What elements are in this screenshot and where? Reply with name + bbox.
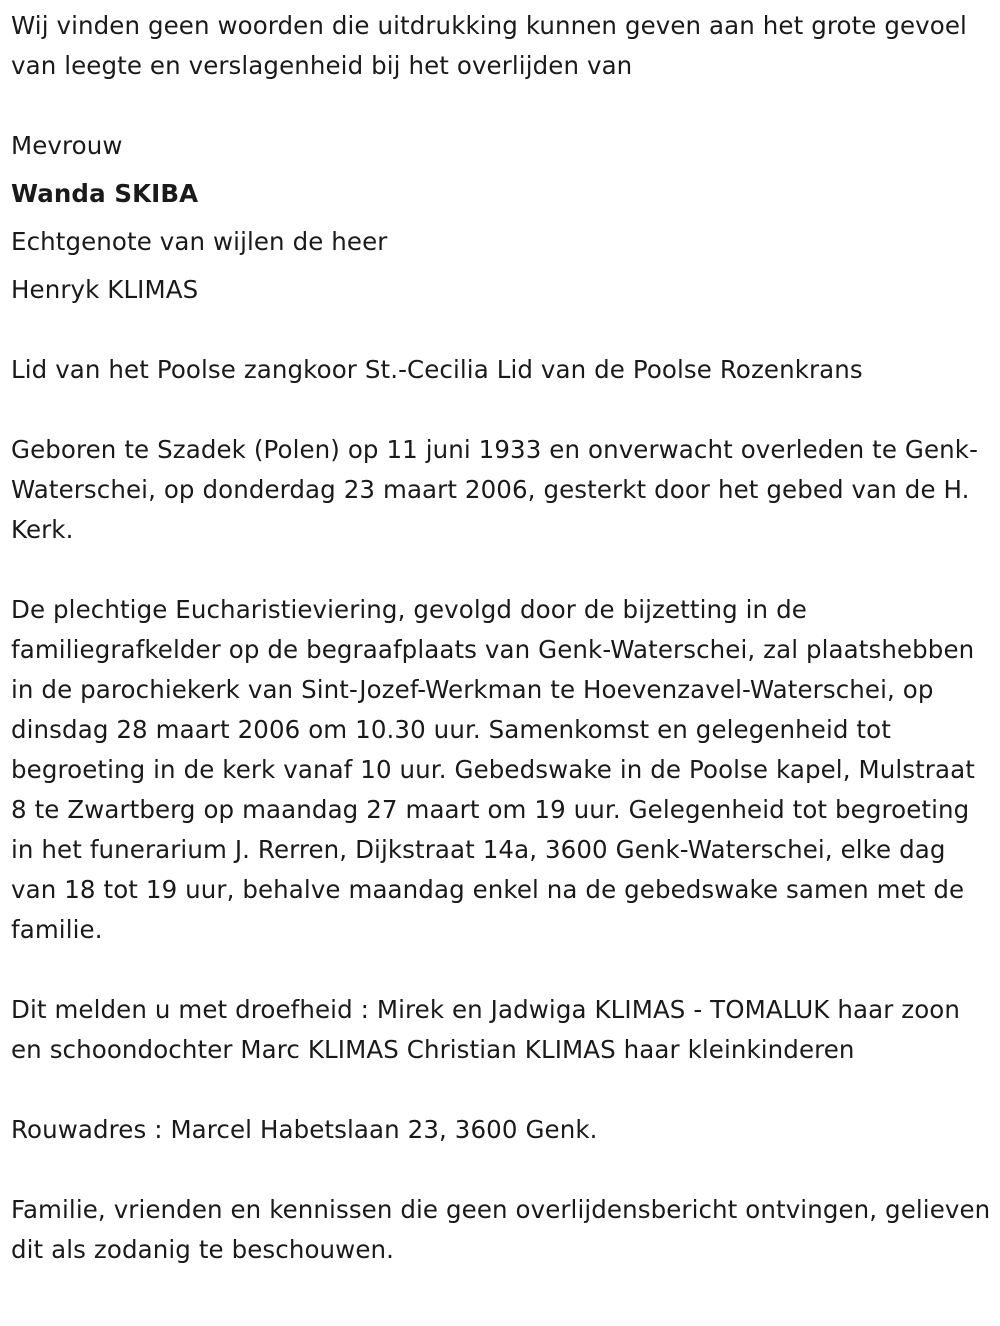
deceased-name: Wanda SKIBA [11, 179, 199, 208]
spacer [11, 1150, 994, 1190]
address-paragraph: Rouwadres : Marcel Habetslaan 23, 3600 Genk. [11, 1115, 598, 1144]
spacer [11, 262, 994, 270]
spacer [11, 310, 994, 350]
spacer [11, 86, 994, 126]
intro-paragraph: Wij vinden geen woorden die uitdrukking kunnen geven aan het grote gevoel van leegte en verslagenheid bij het overlijden van [11, 11, 967, 80]
spouse-line-2: Henryk KLIMAS [11, 275, 199, 304]
memberships-paragraph: Lid van het Poolse zangkoor St.-Cecilia Lid van de Poolse Rozenkrans [11, 355, 863, 384]
salutation: Mevrouw [11, 131, 123, 160]
spacer [11, 950, 994, 990]
family-paragraph: Dit melden u met droefheid : Mirek en Jadwiga KLIMAS - TOMALUK haar zoon en schoondochter Marc KLIMAS Christian KLIMAS haar kleinkinderen [11, 995, 961, 1064]
spouse-line-1: Echtgenote van wijlen de heer [11, 227, 388, 256]
spacer [11, 390, 994, 430]
spacer [11, 166, 994, 174]
spacer [11, 1070, 994, 1110]
ceremony-paragraph: De plechtige Eucharistieviering, gevolgd door de bijzetting in de familiegrafkelder op de begraafplaats van Genk-Waterschei, zal plaatshebben in de parochiekerk van Sint-Jozef-Werkman te Hoevenzavel-Waterschei, op dinsdag 28 maart 2006 om 10.30 uur. Samenkomst en gelegenheid tot begroeting in de kerk vanaf 10 uur. Gebedswake in de Poolse kapel, Mulstraat 8 te Zwartberg op maandag 27 maart om 19 uur. Gelegenheid tot begroeting in het funerarium J. Rerren, Dijkstraat 14a, 3600 Genk-Waterschei, elke dag van 18 tot 19 uur, behalve maandag enkel na de gebedswake samen met de familie. [11, 595, 975, 944]
birth-death-paragraph: Geboren te Szadek (Polen) op 11 juni 1933 en onverwacht overleden te Genk-Waterschei, op donderdag 23 maart 2006, gesterkt door het gebed van de H. Kerk. [11, 435, 979, 544]
spacer [11, 550, 994, 590]
spacer [11, 214, 994, 222]
closing-paragraph: Familie, vrienden en kennissen die geen overlijdensbericht ontvingen, gelieven dit als zodanig te beschouwen. [11, 1195, 991, 1264]
